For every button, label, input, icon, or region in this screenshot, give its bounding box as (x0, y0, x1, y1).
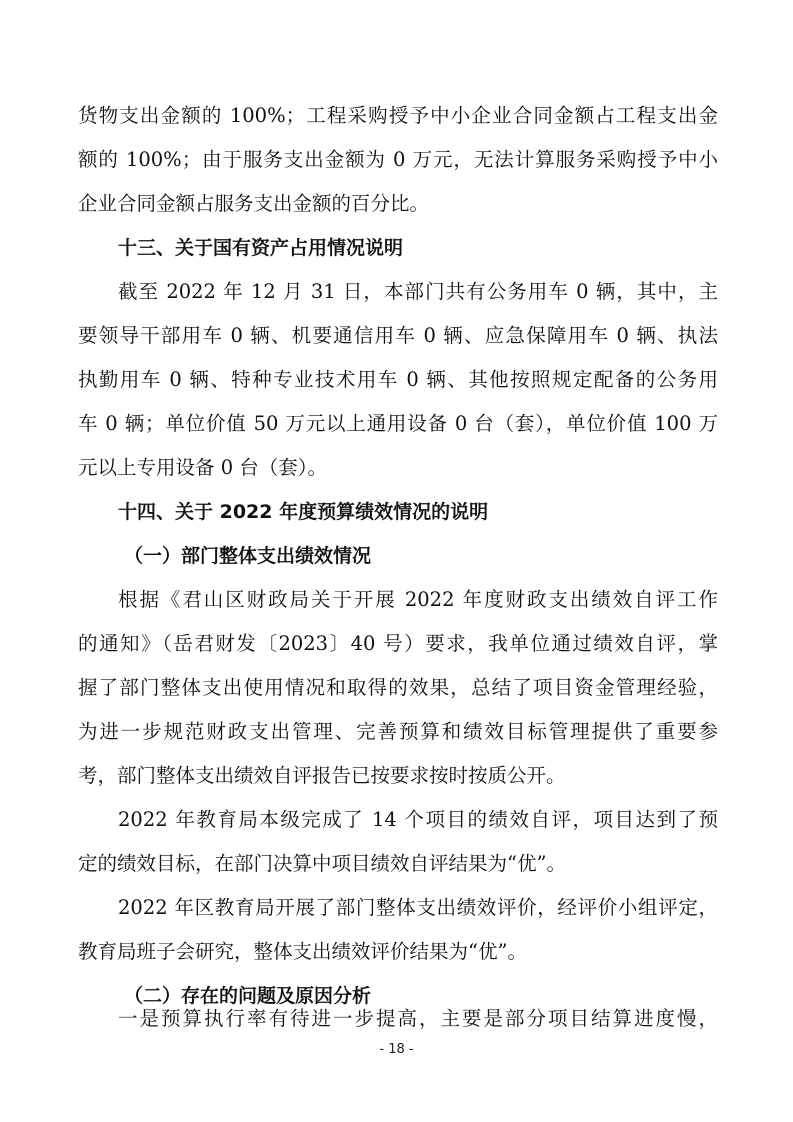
paragraph-line: 2022 年区教育局开展了部门整体支出绩效评价，经评价小组评定， (118, 896, 718, 919)
paragraph-line: 元以上专用设备 0 台（套）。 (78, 456, 328, 479)
section-heading: 十四、关于 2022 年度预算绩效情况的说明 (118, 501, 489, 523)
paragraph-line: 为进一步规范财政支出管理、完善预算和绩效目标管理提供了重要参 (78, 720, 718, 743)
paragraph-line: 的通知》（岳君财发〔2023〕40 号）要求，我单位通过绩效自评，掌 (78, 632, 718, 655)
paragraph-line: 截至 2022 年 12 月 31 日，本部门共有公务用车 0 辆，其中，主 (118, 280, 718, 303)
paragraph-line: 一是预算执行率有待进一步提高，主要是部分项目结算进度慢， (118, 1007, 718, 1030)
paragraph-line: 企业合同金额占服务支出金额的百分比。 (78, 192, 430, 215)
paragraph-line: 货物支出金额的 100%；工程采购授予中小企业合同金额占工程支出金 (78, 104, 718, 127)
paragraph-line: 考，部门整体支出绩效自评报告已按要求按时按质公开。 (78, 764, 566, 787)
paragraph-line: 要领导干部用车 0 辆、机要通信用车 0 辆、应急保障用车 0 辆、执法 (78, 324, 718, 347)
paragraph-line: 车 0 辆；单位价值 50 万元以上通用设备 0 台（套），单位价值 100 万 (78, 412, 718, 435)
paragraph-line: 教育局班子会研究，整体支出绩效评价结果为“优”。 (78, 940, 527, 963)
page-number: - 18 - (379, 1042, 414, 1057)
paragraph-line: 定的绩效目标，在部门决算中项目绩效自评结果为“优”。 (78, 852, 566, 875)
paragraph-line: 2022 年教育局本级完成了 14 个项目的绩效自评，项目达到了预 (118, 808, 718, 831)
paragraph-line: 根据《君山区财政局关于开展 2022 年度财政支出绩效自评工作 (118, 588, 718, 611)
subsection-heading: （二）存在的问题及原因分析 (124, 985, 372, 1007)
subsection-heading: （一）部门整体支出绩效情况 (124, 545, 372, 567)
paragraph-line: 执勤用车 0 辆、特种专业技术用车 0 辆、其他按照规定配备的公务用 (78, 368, 718, 391)
section-heading: 十三、关于国有资产占用情况说明 (118, 237, 404, 259)
paragraph-line: 额的 100%；由于服务支出金额为 0 万元，无法计算服务采购授予中小 (78, 148, 718, 171)
paragraph-line: 握了部门整体支出使用情况和取得的效果，总结了项目资金管理经验， (78, 676, 718, 699)
